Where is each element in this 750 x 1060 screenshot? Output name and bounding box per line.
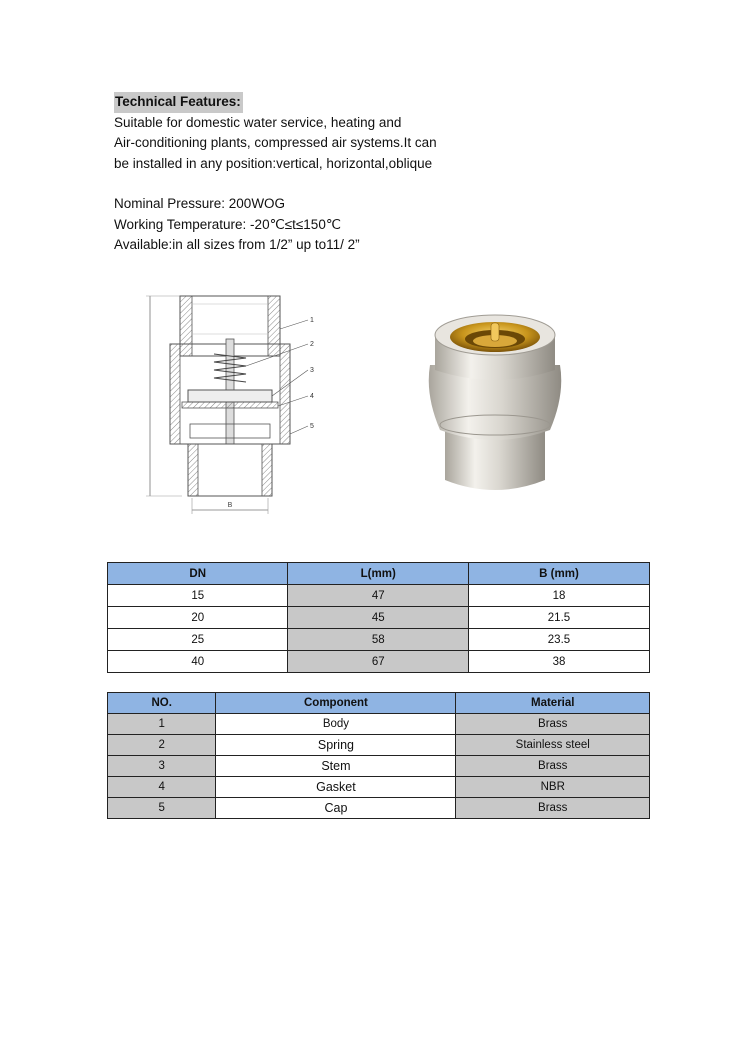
feature-line: be installed in any position:vertical, horizontal,oblique — [114, 155, 433, 171]
callout-5: 5 — [310, 423, 314, 430]
spec-working-temperature: Working Temperature: -20℃≤t≤150℃ — [114, 216, 341, 232]
cell-no: 4 — [108, 777, 216, 798]
feature-line: Suitable for domestic water service, heating and — [114, 114, 402, 130]
cell-no: 3 — [108, 756, 216, 777]
table-row — [108, 798, 650, 819]
cell-material: Stainless steel — [456, 735, 650, 756]
spec-nominal-pressure: Nominal Pressure: 200WOG — [114, 196, 286, 211]
table-row — [108, 651, 650, 673]
technical-features — [114, 92, 437, 256]
cell-dn: 25 — [108, 629, 288, 651]
table-row — [108, 756, 650, 777]
cell-dn: 15 — [108, 585, 288, 607]
cell-dn: 40 — [108, 651, 288, 673]
size-table — [107, 562, 650, 673]
cell-b: 21.5 — [468, 607, 649, 629]
callout-4: 4 — [310, 393, 314, 400]
dimension-b-label: B — [227, 502, 233, 509]
cell-l: 47 — [288, 585, 468, 607]
cell-l: 67 — [288, 651, 468, 673]
cell-material: Brass — [456, 798, 650, 819]
cell-dn: 20 — [108, 607, 288, 629]
cross-section-drawing — [130, 284, 330, 524]
callout-3: 3 — [310, 367, 314, 374]
table-row — [108, 735, 650, 756]
cell-b: 23.5 — [468, 629, 649, 651]
header-component: Component — [216, 693, 456, 714]
table-row — [108, 714, 650, 735]
cell-no: 5 — [108, 798, 216, 819]
header-l-mm: L(mm) — [288, 563, 468, 585]
cell-material: Brass — [456, 756, 650, 777]
header-material: Material — [456, 693, 650, 714]
header-dn: DN — [108, 563, 288, 585]
cell-b: 18 — [468, 585, 649, 607]
callout-1: 1 — [310, 317, 314, 324]
cell-l: 58 — [288, 629, 468, 651]
cell-component: Gasket — [216, 777, 456, 798]
component-table — [107, 692, 650, 819]
cell-component: Stem — [216, 756, 456, 777]
header-b-mm: B (mm) — [468, 563, 649, 585]
cell-no: 1 — [108, 714, 216, 735]
table-row — [108, 777, 650, 798]
header-no: NO. — [108, 693, 216, 714]
spec-available-sizes: Available:in all sizes from 1/2” up to11/ 2” — [114, 237, 360, 252]
cell-l: 45 — [288, 607, 468, 629]
cell-component: Cap — [216, 798, 456, 819]
callout-2: 2 — [310, 341, 314, 348]
features-title: Technical Features: — [114, 92, 243, 113]
cell-component: Body — [216, 714, 456, 735]
cell-b: 38 — [468, 651, 649, 673]
table-row — [108, 629, 650, 651]
check-valve-photo — [415, 295, 575, 505]
table-row — [108, 607, 650, 629]
cell-material: Brass — [456, 714, 650, 735]
cell-no: 2 — [108, 735, 216, 756]
table-row — [108, 585, 650, 607]
cell-material: NBR — [456, 777, 650, 798]
cell-component: Spring — [216, 735, 456, 756]
feature-line: Air-conditioning plants, compressed air systems.It can — [114, 135, 437, 150]
